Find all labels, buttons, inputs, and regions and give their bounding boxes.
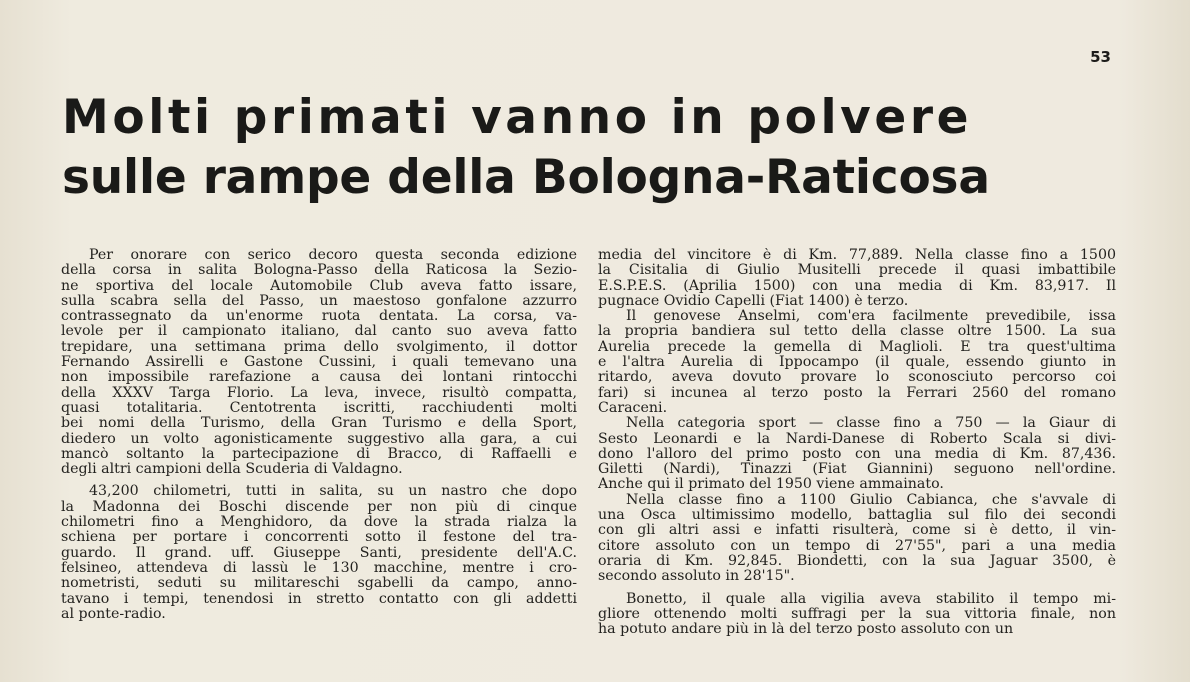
article-headline: [62, 88, 1122, 208]
text-line: una Osca ultimissimo modello, battaglia sul filo dei secondi: [598, 508, 1116, 524]
text-line: Fernando Assirelli e Gastone Cussini, i quali temevano una: [61, 355, 577, 371]
text-line: pugnace Ovidio Capelli (Fiat 1400) è terzo.: [598, 293, 909, 309]
text-line: contrassegnato da un'enorme ruota dentata. La corsa, va-: [61, 309, 577, 325]
paragraph: [598, 309, 1116, 416]
article-column-left: [61, 248, 577, 622]
text-line: Giletti (Nardi), Tinazzi (Fiat Giannini) seguono nell'ordine.: [598, 462, 1116, 478]
article-column-right: [598, 248, 1116, 637]
paragraph: [598, 592, 1116, 638]
text-line: Anche qui il primato del 1950 viene ammainato.: [598, 477, 944, 493]
paragraph: [61, 484, 577, 622]
page-number: 53: [1090, 48, 1111, 66]
text-line: Caraceni.: [598, 400, 668, 416]
text-line: guardo. Il grand. uff. Giuseppe Santi, presidente dell'A.C.: [61, 545, 577, 561]
paragraph: [61, 248, 577, 477]
text-line: media del vincitore è di Km. 77,889. Nella classe fino a 1500: [598, 248, 1116, 263]
text-line: citore assoluto con un tempo di 27'55", pari a una media: [598, 538, 1116, 554]
text-line: schiena per portare i concorrenti sotto il festone del tra-: [61, 530, 577, 546]
text-line: gliore ottenendo molti suffragi per la sua vittoria finale, non: [598, 606, 1116, 622]
text-line: Nella categoria sport — classe fino a 750 — la Giaur di: [626, 416, 1116, 432]
text-line: Il genovese Anselmi, com'era facilmente prevedibile, issa: [626, 309, 1116, 325]
text-line: trepidare, una settimana prima dello svolgimento, il dottor: [61, 339, 577, 355]
text-line: 43,200 chilometri, tutti in salita, su un nastro che dopo: [89, 484, 577, 500]
text-line: felsineo, attendeva di lassù le 130 macchine, mentre i cro-: [61, 560, 577, 576]
headline-line-1: Molti primati vanno in polvere: [62, 90, 973, 145]
text-line: oraria di Km. 92,845. Biondetti, con la sua Jaguar 3500, è: [598, 553, 1116, 569]
paragraph: [598, 493, 1116, 585]
text-line: Nella classe fino a 1100 Giulio Cabianca, che s'avvale di: [626, 492, 1116, 508]
text-line: ritardo, aveva dovuto provare lo sconosciuto percorso coi: [598, 370, 1116, 386]
text-line: ha potuto andare più in là del terzo posto assoluto con un: [598, 622, 1014, 638]
text-line: e l'altra Aurelia di Ippocampo (il quale, essendo giunto in: [598, 355, 1116, 371]
paragraph: [598, 416, 1116, 492]
text-line: degli altri campioni della Scuderia di Valdagno.: [61, 462, 403, 478]
text-line: Aurelia precede la gemella di Maglioli. E tra quest'ultima: [598, 339, 1116, 355]
text-line: della XXXV Targa Florio. La leva, invece, risultò compatta,: [61, 385, 577, 401]
text-line: la propria bandiera sul tetto della classe oltre 1500. La sua: [598, 324, 1116, 340]
text-line: la Cisitalia di Giulio Musitelli precede il quasi imbattibile: [598, 263, 1116, 279]
text-line: con gli altri assi e infatti risulterà, come si è detto, il vin-: [598, 523, 1116, 539]
text-line: secondo assoluto in 28'15".: [598, 569, 795, 585]
text-line: levole per il campionato italiano, dal canto suo aveva fatto: [61, 324, 577, 340]
text-line: non impossibile rarefazione a causa dei lontani rintocchi: [61, 370, 577, 386]
text-line: dono l'alloro del primo posto con una media di Km. 87,436.: [598, 446, 1116, 462]
paragraph: [598, 248, 1116, 309]
text-line: quasi totalitaria. Centotrenta iscritti, racchiudenti molti: [61, 400, 577, 416]
text-line: Sesto Leonardi e la Nardi-Danese di Roberto Scala si divi-: [598, 431, 1116, 447]
text-line: fari) si incunea al terzo posto la Ferrari 2560 del romano: [598, 385, 1116, 401]
text-line: diedero un volto agonisticamente suggestivo alla gara, a cui: [61, 431, 577, 447]
text-line: la Madonna dei Boschi discende per non più di cinque: [61, 499, 577, 515]
text-line: E.S.P.E.S. (Aprilia 1500) con una media di Km. 83,917. Il: [598, 278, 1116, 294]
text-line: nometristi, seduti su militareschi sgabelli da campo, anno-: [61, 576, 577, 592]
text-line: Per onorare con serico decoro questa seconda edizione: [89, 248, 577, 263]
text-line: tavano i tempi, tenendosi in stretto contatto con gli addetti: [61, 591, 577, 607]
text-line: al ponte-radio.: [61, 606, 166, 622]
text-line: Bonetto, il quale alla vigilia aveva stabilito il tempo mi-: [626, 591, 1116, 607]
text-line: sulla scabra sella del Passo, un maestoso gonfalone azzurro: [61, 293, 577, 309]
text-line: chilometri fino a Menghidoro, da dove la strada rialza la: [61, 515, 577, 531]
text-line: ne sportiva del locale Automobile Club aveva fatto issare,: [61, 278, 577, 294]
text-line: bei nomi della Turismo, della Gran Turismo e della Sport,: [61, 416, 577, 432]
headline-line-2: sulle rampe della Bologna-Raticosa: [62, 150, 990, 205]
text-line: mancò soltanto la partecipazione di Bracco, di Raffaelli e: [61, 446, 577, 462]
text-line: della corsa in salita Bologna-Passo della Raticosa la Sezio-: [61, 263, 577, 279]
